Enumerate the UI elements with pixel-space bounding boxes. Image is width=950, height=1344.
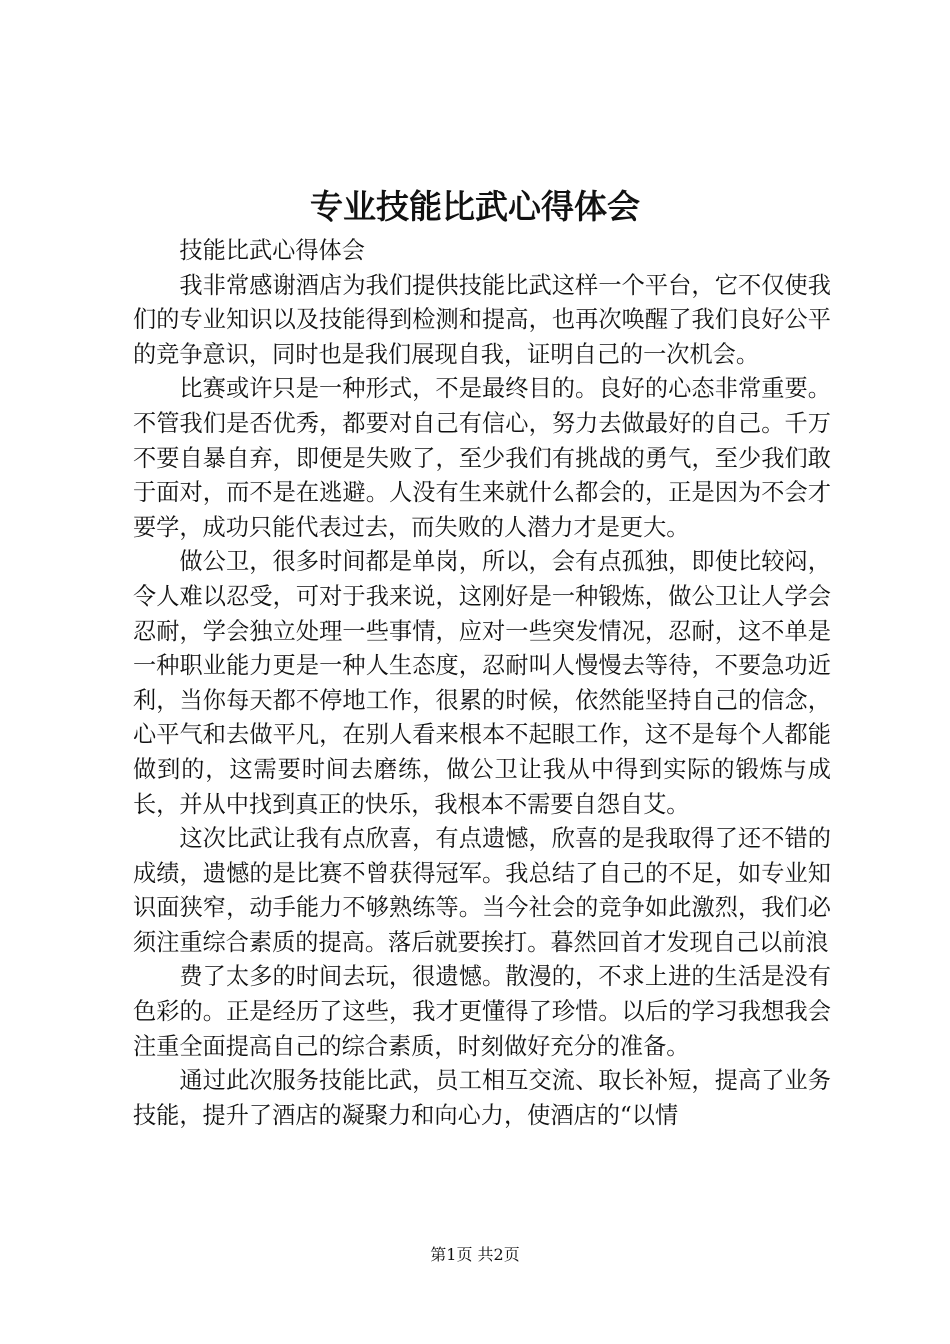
paragraph: 这次比武让我有点欣喜，有点遗憾，欣喜的是我取得了还不错的成绩，遗憾的是比赛不曾获得冠军。我总结了自己的不足，如专业知识面狭窄，动手能力不够熟练等。当今社会的竞争如此激烈，我们必须注重综合素质的提高。落后就要挨打。暮然回首才发现自己以前浪 (133, 825, 831, 956)
paragraph: 做公卫，很多时间都是单岗，所以，会有点孤独，即使比较闷，令人难以忍受，可对于我来说，这刚好是一种锻炼，做公卫让人学会忍耐，学会独立处理一些事情，应对一些突发情况，忍耐，这不单是一种职业能力更是一种人生态度，忍耐叫人慢慢去等待，不要急功近利，当你每天都不停地工作，很累的时候，依然能坚持自己的信念，心平气和去做平凡，在别人看来根本不起眼工作，这不是每个人都能做到的，这需要时间去磨练，做公卫让我从中得到实际的锻炼与成长，并从中找到真正的快乐，我根本不需要自怨自艾。 (133, 548, 831, 818)
document-title: 专业技能比武心得体会 (310, 187, 640, 226)
document-body (133, 234, 831, 1133)
paragraph: 比赛或许只是一种形式，不是最终目的。良好的心态非常重要。不管我们是否优秀，都要对自己有信心，努力去做最好的自己。千万不要自暴自弃，即便是失败了，至少我们有挑战的勇气，至少我们敢于面对，而不是在逃避。人没有生来就什么都会的，正是因为不会才要学，成功只能代表过去，而失败的人潜力才是更大。 (133, 375, 831, 541)
paragraph: 通过此次服务技能比武，员工相互交流、取长补短，提高了业务技能，提升了酒店的凝聚力和向心力，使酒店的“以情 (133, 1067, 831, 1129)
page-number-footer: 第1页 共2页 (430, 1245, 520, 1264)
paragraph-subtitle: 技能比武心得体会 (179, 237, 365, 264)
paragraph: 费了太多的时间去玩，很遗憾。散漫的，不求上进的生活是没有色彩的。正是经历了这些，我才更懂得了珍惜。以后的学习我想我会注重全面提高自己的综合素质，时刻做好充分的准备。 (133, 963, 831, 1060)
paragraph: 我非常感谢酒店为我们提供技能比武这样一个平台，它不仅使我们的专业知识以及技能得到检测和提高，也再次唤醒了我们良好公平的竞争意识，同时也是我们展现自我，证明自己的一次机会。 (133, 271, 831, 368)
